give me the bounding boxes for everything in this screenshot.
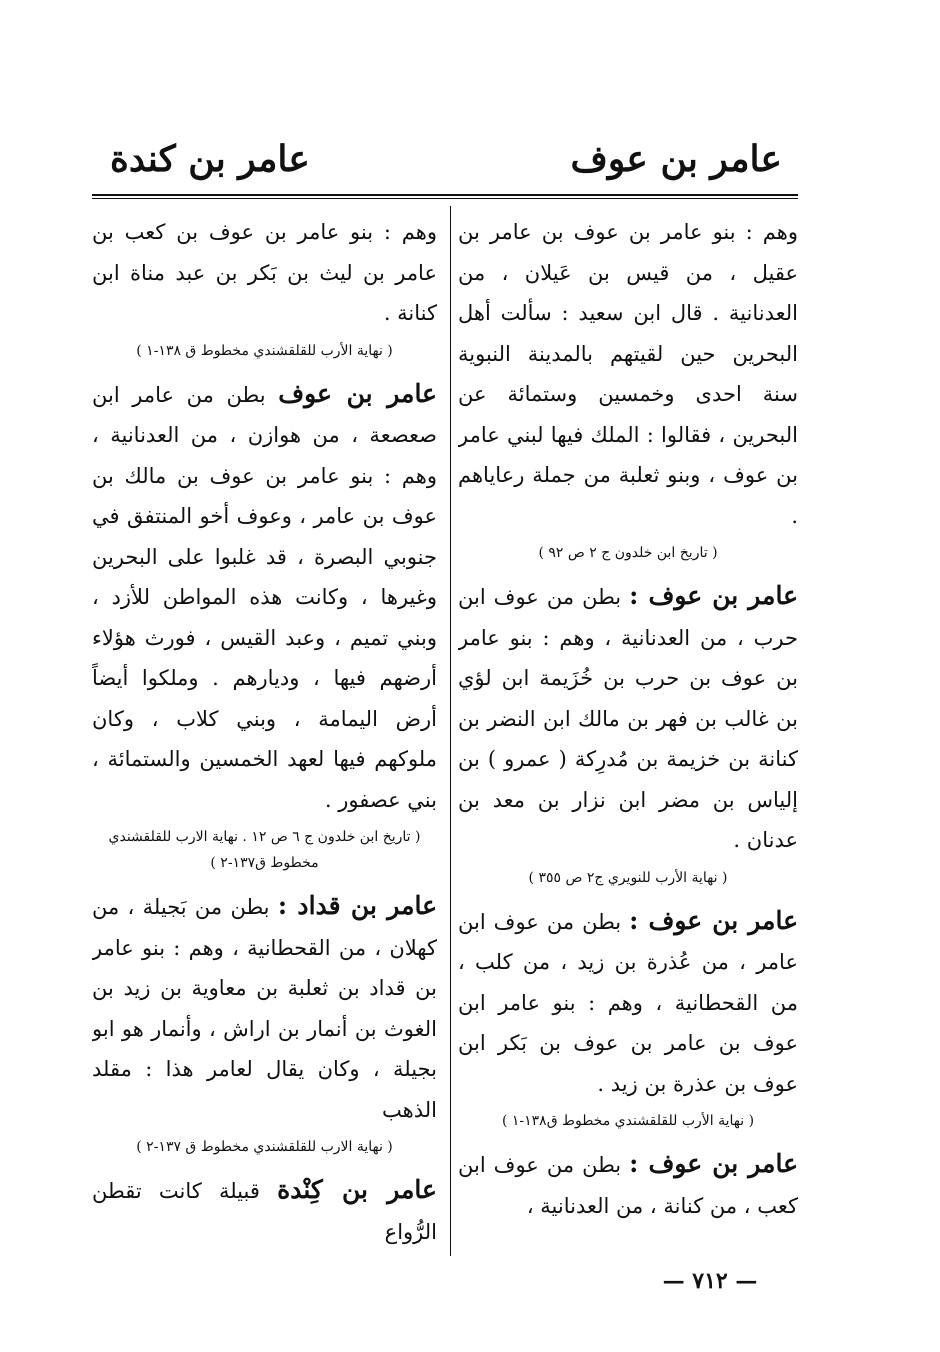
entry-citation: ( تاريخ ابن خلدون ج ٦ ص ١٢ . نهاية الارب للقلقشندي مخطوط ق١٣٧-٢ ) xyxy=(108,829,421,871)
entry-paragraph xyxy=(92,886,437,1130)
header-rule-thin xyxy=(92,198,798,199)
entry-text: بطن من بَجيلة ، من كهلان ، من القحطانية ، وهم : بنو عامر بن قداد بن ثعلبة بن معاوية بن زيد بن الغوث بن أنمار بن اراش ، وأنمار هو ابو بجيلة ، وكان يقال لعامر هذا : مقلد الذهب xyxy=(92,895,437,1122)
entry-paragraph xyxy=(92,374,437,821)
entry-citation: ( نهاية الأرب للقلقشندي مخطوط ق ١٣٨-١ ) xyxy=(136,342,393,359)
entry-citation: ( نهاية الارب للقلقشندي مخطوط ق ١٣٧-٢ ) xyxy=(136,1139,393,1155)
entry-headword: عامر بن كِنْدة xyxy=(277,1175,437,1204)
entry-text: قبيلة كانت تقطن الرُّواع xyxy=(92,1179,437,1244)
entry-text: بطن من عامر ابن صعصعة ، من هوازن ، من العدنانية ، وهم : بنو عامر بن عوف بن مالك بن عوف بن عامر ، وعوف أخو المنتفق في جنوبي البصرة ، قد غلبوا على البحرين وغيرها ، وكانت هذه المواطن للأزد ، وبني تميم ، وعبد القيس ، فورث هؤلاء أرضهم فيها ، وديارهم . وملكوا أيضاً أرض اليمامة ، وبني كلاب ، وكان ملوكهم فيها لعهد الخمسين والستمائة ، بني عصفور . xyxy=(92,382,437,812)
entry-text: بطن من عوف ابن كعب ، من كنانة ، من العدنانية ، xyxy=(458,1153,798,1218)
entry xyxy=(92,374,437,877)
entry xyxy=(458,212,798,566)
column-divider xyxy=(450,206,451,1256)
entry-paragraph xyxy=(458,576,798,861)
entry-citation: ( نهاية الأرب للنويري ج٢ ص ٣٥٥ ) xyxy=(528,869,728,886)
entry-citation: ( نهاية الأرب للقلقشندي مخطوط ق١٣٨-١ ) xyxy=(501,1113,755,1129)
entry-headword: عامر بن عوف : xyxy=(629,581,798,610)
page-number: — ٧١٢ — xyxy=(662,1268,758,1294)
entry xyxy=(92,1170,437,1252)
entry xyxy=(458,1144,798,1226)
entry-paragraph xyxy=(458,1144,798,1226)
entry xyxy=(458,901,798,1135)
entry-headword: عامر بن عوف : xyxy=(629,905,798,935)
entry xyxy=(92,886,437,1160)
entry-headword: عامر بن عوف : xyxy=(629,1149,798,1178)
entry-text: وهم : بنو عامر بن عوف بن كعب بن عامر بن ليث بن بَكر بن عبد مناة ابن كنانة . xyxy=(92,220,437,325)
entry-paragraph xyxy=(458,901,798,1105)
left-column xyxy=(92,212,437,1252)
entry-text: وهم : بنو عامر بن عوف بن عامر بن عقيل ، من قيس بن عَيلان ، من العدنانية . قال ابن سعيد : سألت أهل البحرين حين لقيتهم بالمدينة النبوية سنة احدى وخمسين وستمائة عن البحرين ، فقالوا : الملك فيها لبني عامر بن عوف ، وبنو ثعلبة من جملة رعاياهم . xyxy=(458,220,798,528)
entry-text: بطن من عوف ابن حرب ، من العدنانية ، وهم : بنو عامر بن عوف بن حرب بن خُزَيمة ابن لؤي بن غالب بن فهر بن مالك ابن النضر بن كنانة بن خزيمة بن مُدرِكة ( عمرو ) بن إلياس بن مضر ابن نزار بن معد بن عدنان . xyxy=(458,585,798,852)
running-head-right: عامر بن عوف xyxy=(570,138,782,180)
entry-citation: ( تاريخ ابن خلدون ج ٢ ص ٩٢ ) xyxy=(538,545,718,561)
running-head-left: عامر بن كندة xyxy=(110,138,310,180)
entry xyxy=(92,212,437,364)
entry-headword: عامر بن قداد : xyxy=(277,891,437,920)
entry-headword: عامر بن عوف xyxy=(278,378,437,408)
header-rule xyxy=(92,194,798,196)
entry xyxy=(458,576,798,891)
entry-paragraph xyxy=(92,1170,437,1252)
entry-text: بطن من عوف ابن عامر ، من عُذرة بن زيد ، من كلب ، من القحطانية ، وهم : بنو عامر ابن عوف بن عامر بن عوف بن بَكر ابن عوف بن عذرة بن زيد . xyxy=(458,909,798,1096)
right-column xyxy=(458,212,798,1252)
